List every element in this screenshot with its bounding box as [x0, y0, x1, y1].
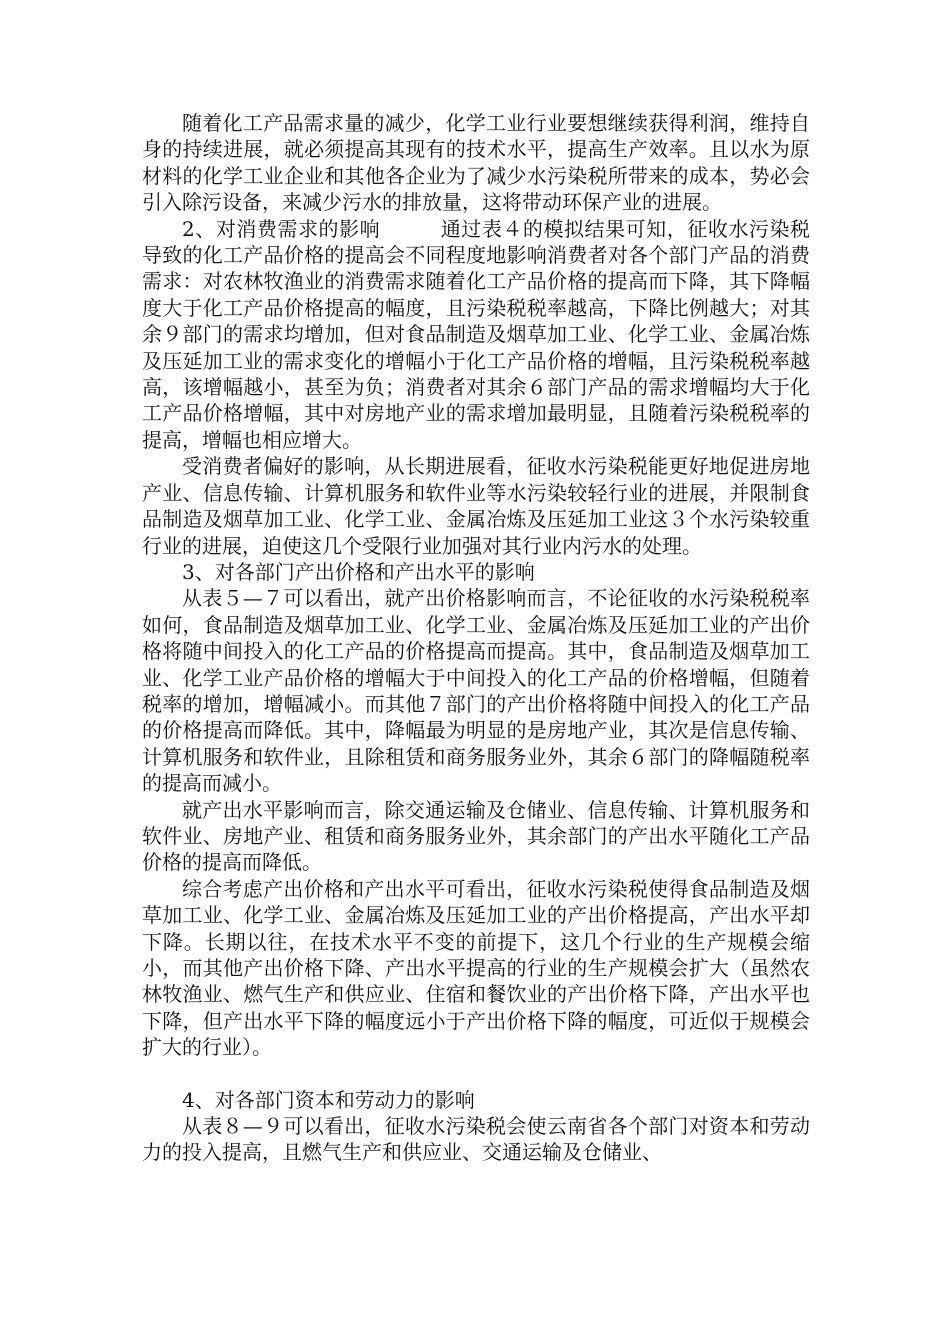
paragraph-consumption-demand: [142, 216, 810, 454]
paragraph-consumer-preference: 受消费者偏好的影响，从长期进展看，征收水污染税能更好地促进房地产业、信息传输、计算机服务和软件业等水污染较轻行业的进展，并限制食品制造及烟草加工业、化学工业、金属冶炼及压延加工业这３个水污染较重行业的进展，迫使这几个受限行业加强对其行业内污水的处理。: [142, 454, 810, 558]
section-heading-3: 3、对各部门产出价格和产出水平的影响: [182, 559, 535, 584]
paragraph-output-price: 从表５—７可以看出，就产出价格影响而言，不论征收的水污染税税率如何，食品制造及烟草加工业、化学工业、金属冶炼及压延加工业的产出价格将随中间投入的化工产品的价格提高而提高。其中，食品制造及烟草加工业、化学工业产品价格的增幅大于中间投入的化工产品的价格增幅，但随着税率的增加，增幅减小。而其他７部门的产出价格将随中间投入的化工产品的价格提高而降低。其中，降幅最为明显的是房地产业，其次是信息传输、计算机服务和软件业，且除租赁和商务服务业外，其余６部门的降幅随税率的提高而减小。: [142, 586, 810, 796]
paragraph-consumption-demand-text: 通过表４的模拟结果可知，征收水污染税导致的化工产品价格的提高会不同程度地影响消费者对各个部门产品的消费需求：对农林牧渔业的消费需求随着化工产品价格的提高而下降，其下降幅度大于化工产品价格提高的幅度，且污染税税率越高，下降比例越大；对其余９部门的需求均增加，但对食品制造及烟草加工业、化学工业、金属冶炼及压延加工业的需求变化的增幅小于化工产品价格的增幅，且污染税税率越高，该增幅越小，甚至为负；消费者对其余６部门产品的需求增幅均大于化工产品价格增幅，其中对房地产业的需求增加最明显，且随着污染税税率的提高，增幅也相应增大。: [142, 216, 811, 452]
section-heading-4: 4、对各部门资本和劳动力的影响: [182, 1087, 475, 1112]
paragraph-combined-effect: 综合考虑产出价格和产出水平可看出，征收水污染税使得食品制造及烟草加工业、化学工业、金属冶炼及压延加工业的产出价格提高，产出水平却下降。长期以往，在技术水平不变的前提下，这几个行业的生产规模会缩小，而其他产出价格下降、产出水平提高的行业的生产规模会扩大（虽然农林牧渔业、燃气生产和供应业、住宿和餐饮业的产出价格下降，产出水平也下降，但产出水平下降的幅度远小于产出价格下降的幅度，可近似于规模会扩大的行业）。: [142, 876, 810, 1060]
document-body: [142, 110, 810, 1166]
paragraph-capital-labor: 从表８—９可以看出，征收水污染税会使云南省各个部门对资本和劳动力的投入提高，且燃气生产和供应业、交通运输及仓储业、: [142, 1114, 810, 1165]
paragraph-output-level: 就产出水平影响而言，除交通运输及仓储业、信息传输、计算机服务和软件业、房地产业、租赁和商务服务业外，其余部门的产出水平随化工产品价格的提高而降低。: [142, 797, 810, 875]
paragraph-chemical-industry: 随着化工产品需求量的减少，化学工业行业要想继续获得利润，维持自身的持续进展，就必须提高其现有的技术水平，提高生产效率。且以水为原材料的化学工业企业和其他各企业为了减少水污染税所带来的成本，势必会引入除污设备，来减少污水的排放量，这将带动环保产业的进展。: [142, 111, 810, 215]
section-heading-2: 2、对消费需求的影响: [182, 216, 381, 241]
paragraph-spacer: [142, 1061, 810, 1087]
